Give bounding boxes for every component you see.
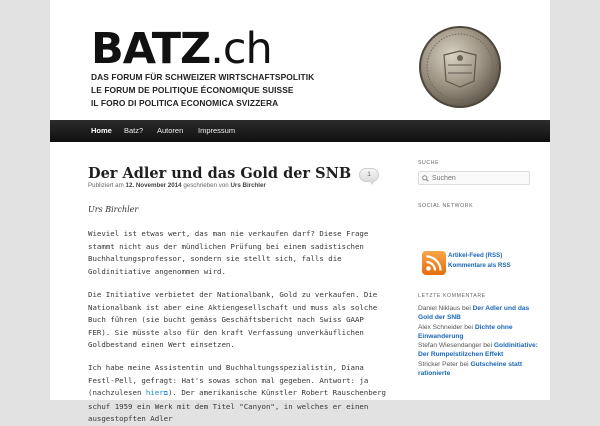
comment-author: Stefan Wiesendanger (418, 342, 482, 350)
post-author-line: Urs Birchler (88, 205, 139, 214)
brand-ext: .ch (210, 24, 272, 74)
comment-joiner: bei (483, 342, 493, 350)
external-link-icon: ⧉ (163, 390, 168, 398)
comments-heading: LETZTE KOMMENTARE (418, 293, 486, 299)
search-heading: SUCHE (418, 160, 440, 166)
post-date[interactable]: 12. November 2014 (125, 182, 182, 189)
comment-post-link[interactable]: Der Adler und das Gold der SNB (418, 305, 530, 322)
post-paragraph-1: Wieviel ist etwas wert, das man nie verkaufen darf? Diese Frage stammt nicht aus der mündlichen Prüfung bei einem sadistischen Buchhaltungsprofessor, sondern sie stellt sich, falls die Goldinitiative angenommen wird. (88, 229, 369, 276)
nav-item-batz[interactable]: Batz? (124, 126, 144, 135)
site-logo[interactable] (91, 24, 272, 74)
p3-text-a: Ich habe meine Assistentin und Buchhaltungsspezialistin, Diana Festl-Pell, gefragt: Hat's sowas schon mal gegeben. Antwort: ja (nachzulesen (88, 363, 369, 398)
comment-author: Daniel Niklaus (418, 305, 461, 312)
comment-post-link[interactable]: Gutscheine statt rationierte (418, 360, 523, 378)
tagline-fr: LE FORUM DE POLITIQUE ÉCONOMIQUE SUISSE (91, 85, 294, 95)
comment-joiner: bei (464, 323, 474, 331)
nav-item-home[interactable]: Home (91, 126, 112, 135)
post-author-link[interactable]: Urs Birchler (230, 182, 266, 189)
comment-joiner: bei (462, 305, 471, 312)
hier-link[interactable]: hier (145, 388, 164, 398)
coin-image[interactable] (418, 25, 502, 109)
comment-count-bubble[interactable]: 1 (359, 168, 379, 182)
social-heading: SOCIAL NETWORK (418, 203, 474, 209)
search-icon (422, 175, 429, 182)
rss-feed-link[interactable]: Artikel-Feed (RSS) (448, 252, 503, 259)
meta-prefix: Publiziert am (88, 182, 124, 189)
comment-joiner: bei (459, 360, 469, 368)
list-item (418, 323, 538, 342)
comment-post-link[interactable]: Goldinitiative: Der Rumpelstilzchen Effekt (418, 342, 538, 359)
post-paragraph-3 (88, 362, 388, 426)
list-item (418, 341, 538, 360)
nav-item-impressum[interactable]: Impressum (198, 126, 236, 135)
list-item (418, 304, 538, 323)
list-item (418, 360, 538, 379)
meta-mid: geschrieben von (183, 182, 229, 189)
nav-item-autoren[interactable]: Autoren (157, 126, 184, 135)
post-meta (88, 182, 266, 189)
brand-main: BATZ (91, 24, 211, 74)
main-nav (50, 120, 550, 142)
rss-icon[interactable] (422, 251, 446, 275)
post-paragraph-2: Die Initiative verbietet der Nationalbank, Gold zu verkaufen. Die Nationalbank ist aber eine Aktiengesellschaft und muss als solche Buch führen (sie bucht gemäss Geschäftsbericht nach Swiss GAAP FER). Sie müsste also für den kraft Verfassung unverkäuflichen Goldbestand einen Wert einsetzen. (88, 290, 378, 350)
tagline-it: IL FORO DI POLITICA ECONOMICA SVIZZERA (91, 98, 279, 108)
page (50, 0, 550, 424)
search-box (418, 171, 530, 185)
p3-text-b: ). Der amerikanische Künstler Robert Rauschenberg schuf 1959 ein Werk mit dem Titel "Canyon", in welches er einen ausgestopften Adler (88, 388, 386, 424)
comment-post-link[interactable]: Dichte ohne Einwanderung (418, 323, 513, 340)
tagline-de: DAS FORUM FÜR SCHWEIZER WIRTSCHAFTSPOLITIK (91, 72, 315, 82)
rss-comments-link[interactable]: Kommentare als RSS (448, 262, 511, 269)
comment-author: Stricker Peter (418, 360, 458, 368)
search-input[interactable] (432, 173, 527, 184)
comment-author: Alex Schneider (418, 323, 463, 331)
post-title[interactable]: Der Adler und das Gold der SNB (88, 165, 352, 182)
recent-comments-list (418, 304, 538, 378)
